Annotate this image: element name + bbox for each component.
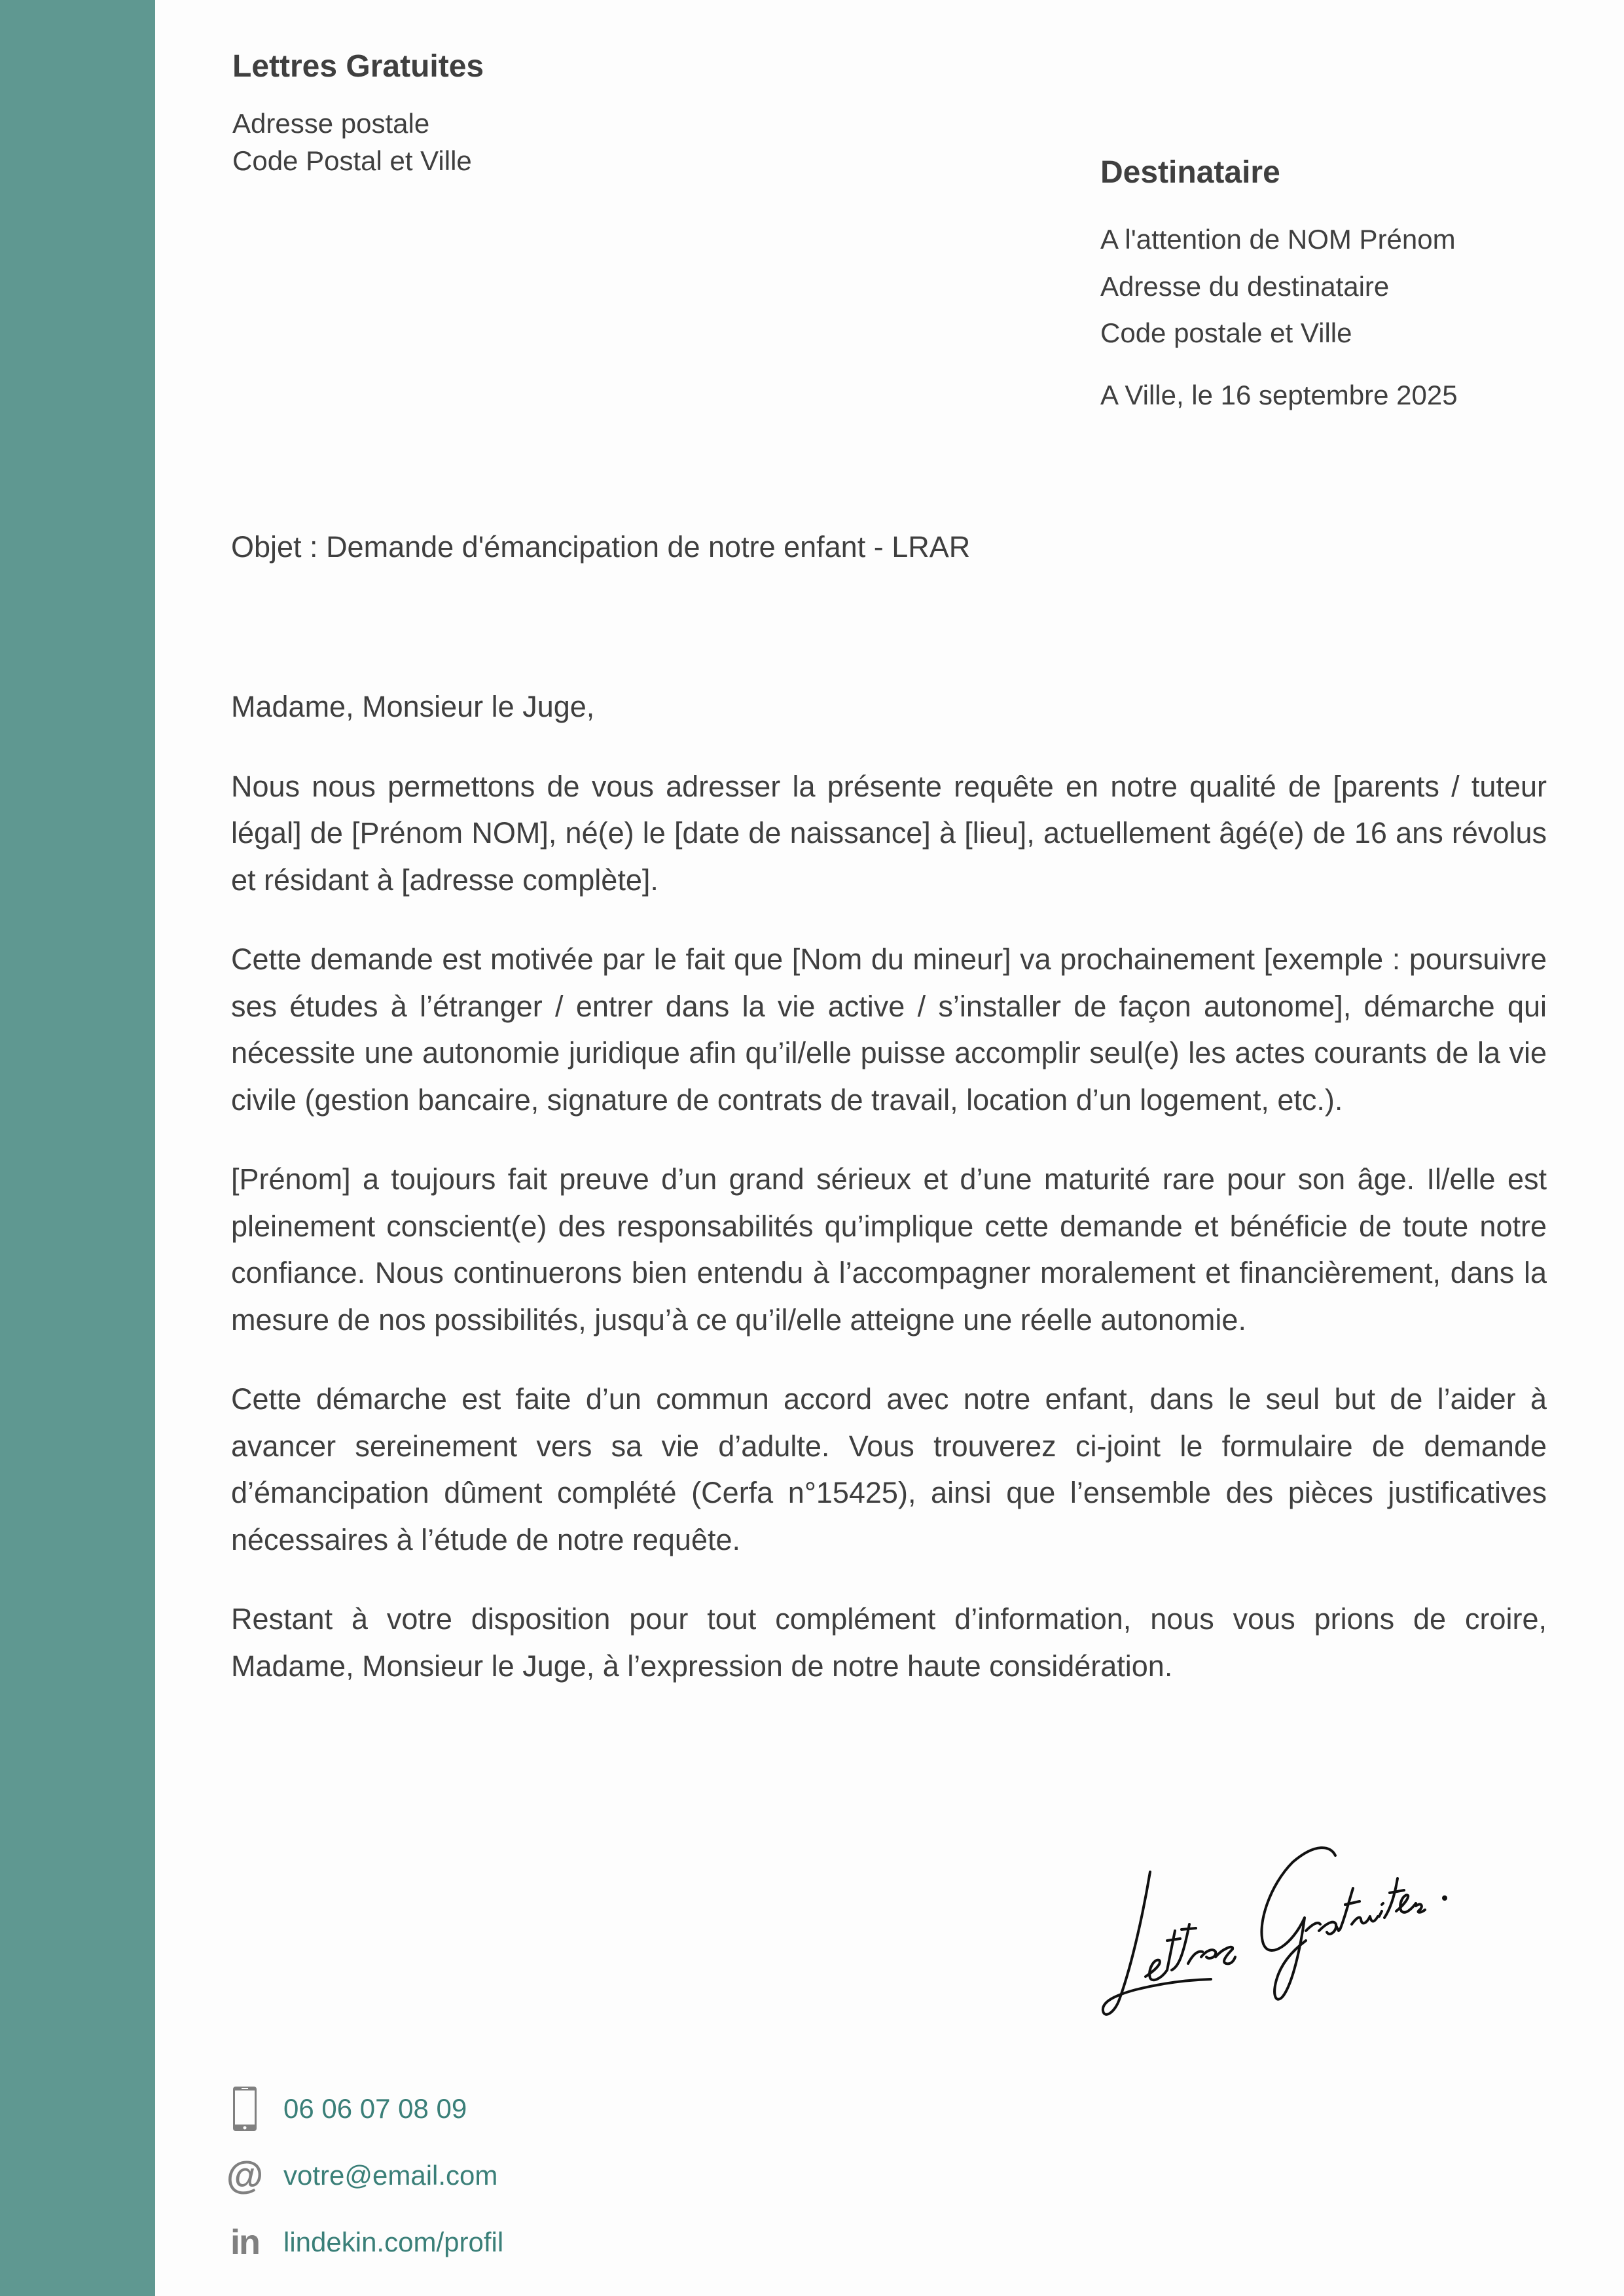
handwritten-signature (1096, 1833, 1470, 2036)
signature-stroke (1306, 1878, 1425, 1934)
sidebar-band (0, 0, 155, 2296)
body-paragraph: Nous nous permettons de vous adresser la présente requête en notre qualité de [parents / tuteur légal] de [Prénom NOM], né(e) le [date de naissance] à [lieu], actuellement âgé(e) de 16 ans révolus et résidant à [adresse complète]. (231, 769, 1547, 897)
recipient-address (1100, 216, 1456, 357)
smartphone-icon (226, 2083, 264, 2135)
recipient-city-line: Code postale et Ville (1100, 317, 1352, 348)
sender-city-line: Code Postal et Ville (232, 145, 472, 176)
body-paragraph: Cette démarche est faite d’un commun accord avec notre enfant, dans le seul but de l’aider à avancer sereinement vers sa vie d’adulte. Vous trouverez ci-joint le formulaire de demande d’émancipation dûment complété (Cerfa n°15425), ainsi que l’ensemble des pièces justificatives nécessaires à l’étude de notre requête. (231, 1382, 1547, 1556)
signature-stroke (1261, 1848, 1335, 2000)
signature-stroke (1103, 1872, 1211, 2015)
sender-address (232, 105, 472, 179)
recipient-attention-line: A l'attention de NOM Prénom (1100, 224, 1456, 255)
letter-body (231, 683, 1547, 1722)
footer-email (226, 2149, 497, 2202)
footer-phone (226, 2083, 467, 2135)
linkedin-icon: in (230, 2223, 259, 2262)
date-line: A Ville, le 16 septembre 2025 (1100, 380, 1458, 410)
recipient-address-line: Adresse du destinataire (1100, 270, 1390, 302)
body-paragraph: Cette demande est motivée par le fait que [Nom du mineur] va prochainement [exemple : poursuivre ses études à l’étranger / entrer dans la vie active / s’installer de façon autonome], démarche qui nécessite une autonomie juridique afin qu’il/elle puisse accomplir seul(e) les actes courants de la vie civile (gestion bancaire, signature de contrats de travail, location d’un logement, etc.). (231, 942, 1547, 1117)
signature-dot (1442, 1895, 1447, 1901)
email-link[interactable]: votre@email.com (283, 2160, 498, 2191)
sender-address-line: Adresse postale (232, 108, 430, 139)
phone-link[interactable]: 06 06 07 08 09 (283, 2093, 467, 2124)
object-line: Objet : Demande d'émancipation de notre enfant - LRAR (231, 530, 971, 564)
signature-stroke (1146, 1924, 1235, 1980)
footer-linkedin (226, 2216, 503, 2269)
salutation: Madame, Monsieur le Juge, (231, 690, 595, 723)
closing-paragraph: Restant à votre disposition pour tout complément d’information, nous vous prions de croire, Madame, Monsieur le Juge, à l’expression de notre haute considération. (231, 1602, 1547, 1683)
sender-name: Lettres Gratuites (232, 49, 484, 84)
linkedin-link[interactable]: lindekin.com/profil (283, 2227, 504, 2257)
at-sign-icon: @ (226, 2154, 264, 2197)
recipient-title: Destinataire (1100, 155, 1280, 190)
body-paragraph: [Prénom] a toujours fait preuve d’un grand sérieux et d’une maturité rare pour son âge. Il/elle est pleinement conscient(e) des responsabilités qu’implique cette demande et bénéficie de toute notre confiance. Nous continuerons bien entendu à l’accompagner moralement et financièrement, dans la mesure de nos possibilités, jusqu’à ce qu’il/elle atteigne une réelle autonomie. (231, 1162, 1547, 1336)
